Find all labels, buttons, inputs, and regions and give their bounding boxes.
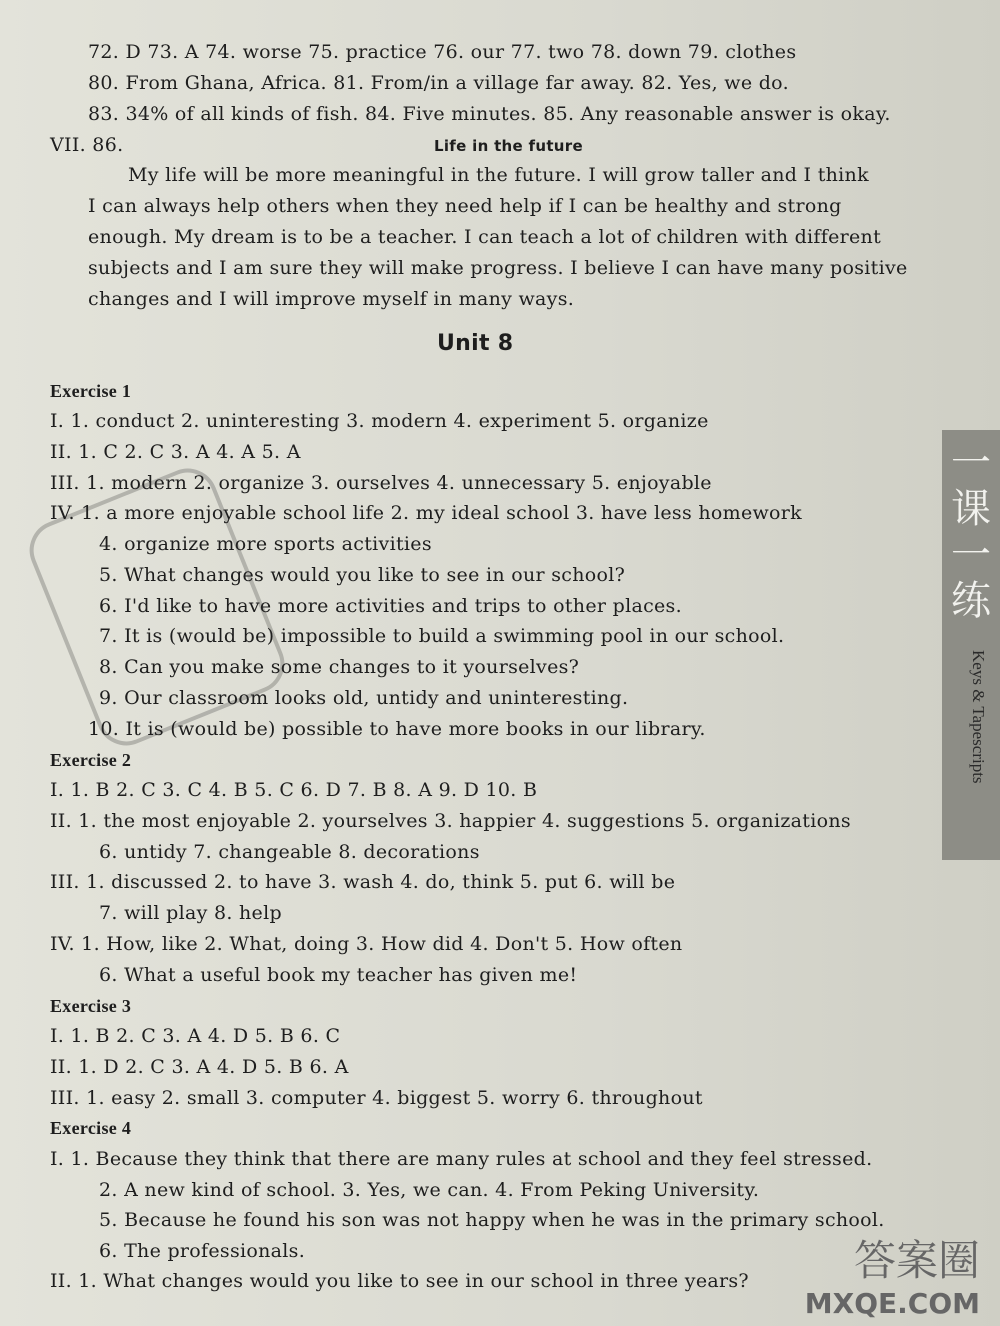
- answer-line-83-85: 83. 34% of all kinds of fish. 84. Five minutes. 85. Any reasonable answer is okay.: [88, 103, 891, 125]
- watermark-logo: 答案圈: [853, 1236, 980, 1285]
- exercise4-line: I. 1. Because they think that there are many rules at school and they feel stressed.: [50, 1148, 873, 1170]
- exercise4-line: 2. A new kind of school. 3. Yes, we can. 4. From Peking University.: [99, 1179, 760, 1201]
- exercise-heading: Exercise 4: [50, 1118, 132, 1138]
- exercise1-line: 5. What changes would you like to see in our school?: [99, 564, 626, 586]
- exercise1-line: IV. 1. a more enjoyable school life 2. my ideal school 3. have less homework: [50, 502, 802, 524]
- exercise3-line: I. 1. B 2. C 3. A 4. D 5. B 6. C: [50, 1025, 341, 1047]
- side-tab-title: 一课一练: [951, 440, 991, 624]
- exercise-heading: Exercise 2: [50, 750, 132, 770]
- exercise2-line: 6. untidy 7. changeable 8. decorations: [99, 841, 480, 863]
- exercise3-line: III. 1. easy 2. small 3. computer 4. biggest 5. worry 6. throughout: [50, 1087, 703, 1109]
- essay-line: subjects and I am sure they will make progress. I believe I can have many positive: [88, 257, 908, 279]
- watermark-url: MXQE.COM: [804, 1287, 980, 1320]
- exercise4-line: II. 1. What changes would you like to see in our school in three years?: [50, 1270, 749, 1292]
- exercise1-line: 4. organize more sports activities: [99, 533, 432, 555]
- exercise1-line: III. 1. modern 2. organize 3. ourselves 4. unnecessary 5. enjoyable: [50, 472, 712, 494]
- essay-line: My life will be more meaningful in the future. I will grow taller and I think: [128, 164, 869, 186]
- exercise-heading: Exercise 1: [50, 381, 132, 401]
- exercise1-line: 9. Our classroom looks old, untidy and uninteresting.: [99, 687, 629, 709]
- exercise2-line: III. 1. discussed 2. to have 3. wash 4. do, think 5. put 6. will be: [50, 871, 676, 893]
- unit-title: Unit 8: [437, 331, 514, 356]
- exercise1-line: 10. It is (would be) possible to have more books in our library.: [88, 718, 706, 740]
- essay-number: VII. 86.: [50, 134, 124, 156]
- exercise4-line: 6. The professionals.: [99, 1240, 306, 1262]
- exercise1-line: I. 1. conduct 2. uninteresting 3. modern 4. experiment 5. organize: [50, 410, 709, 432]
- exercise3-line: II. 1. D 2. C 3. A 4. D 5. B 6. A: [50, 1056, 349, 1078]
- essay-line: I can always help others when they need help if I can be healthy and strong: [88, 195, 842, 217]
- answer-line-80-82: 80. From Ghana, Africa. 81. From/in a village far away. 82. Yes, we do.: [88, 72, 789, 94]
- exercise1-line: 8. Can you make some changes to it yourselves?: [99, 656, 580, 678]
- essay-title: Life in the future: [434, 137, 583, 155]
- exercise4-line: 5. Because he found his son was not happy when he was in the primary school.: [99, 1209, 885, 1231]
- exercise2-line: 6. What a useful book my teacher has given me!: [99, 964, 578, 986]
- essay-line: changes and I will improve myself in many ways.: [88, 288, 575, 310]
- exercise2-line: II. 1. the most enjoyable 2. yourselves 3. happier 4. suggestions 5. organizations: [50, 810, 851, 832]
- exercise1-line: 6. I'd like to have more activities and trips to other places.: [99, 595, 682, 617]
- exercise1-line: II. 1. C 2. C 3. A 4. A 5. A: [50, 441, 301, 463]
- exercise2-line: IV. 1. How, like 2. What, doing 3. How did 4. Don't 5. How often: [50, 933, 683, 955]
- exercise-heading: Exercise 3: [50, 996, 132, 1016]
- essay-line: enough. My dream is to be a teacher. I can teach a lot of children with different: [88, 226, 882, 248]
- exercise2-line: I. 1. B 2. C 3. C 4. B 5. C 6. D 7. B 8. A 9. D 10. B: [50, 779, 538, 801]
- answer-line-72-79: 72. D 73. A 74. worse 75. practice 76. our 77. two 78. down 79. clothes: [88, 41, 797, 63]
- side-tab-subtitle: Keys & Tapescripts: [969, 650, 988, 784]
- exercise1-line: 7. It is (would be) impossible to build a swimming pool in our school.: [99, 625, 785, 647]
- exercise2-line: 7. will play 8. help: [99, 902, 282, 924]
